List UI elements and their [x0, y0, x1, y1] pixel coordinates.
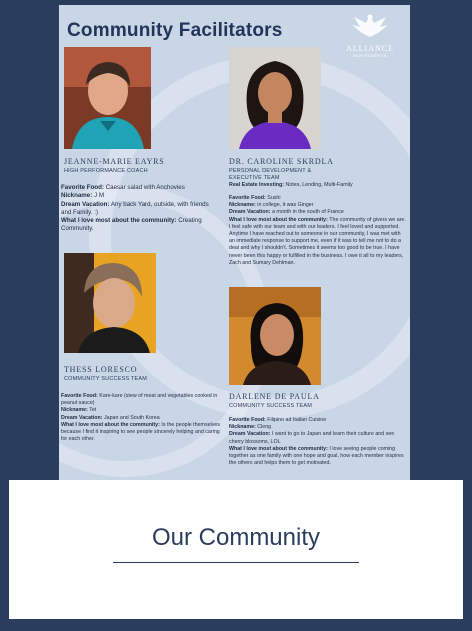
- alliance-logo: ALLIANCE INVESTMENTS: [340, 11, 400, 67]
- facilitator-name: THESS LORESCO: [64, 365, 138, 374]
- facilitator-photo-4: [229, 287, 321, 385]
- flyer-title: Community Facilitators: [67, 20, 283, 41]
- facilitator-name: DARLENE DE PAULA: [229, 392, 320, 401]
- facilitator-photo-3: [64, 253, 156, 353]
- facilitator-photo-1: [64, 47, 151, 149]
- facilitator-details: Favorite Food: Caesar salad with Anchovies Nickname: J M Dream Vacation: Any back Yard, outside, with friends and Family. :) What I love most about the community: Creating Community.: [61, 184, 209, 233]
- facilitator-role: COMMUNITY SUCCESS TEAM: [64, 376, 148, 382]
- community-section: [9, 480, 463, 619]
- facilitator-name: DR. CAROLINE SKRDLA: [229, 157, 334, 166]
- facilitator-details: Favorite Food: Sushi Nickname: in college, it was Ginger Dream Vacation: a month in the south of France What I love most about the community: The community of givers we are. I feel safe with our team and with our leaders. I feel loved and supported. Anytime I have reached out to someone in our community, I was met with an immediate response to support me, even if it was to tell me not to do a deal and why I shouldn't. Sometimes it seems too good to be true. I have never been this happy or fulfilled in the business. I owe it all to my leaders, Zach and Sumary Dehlman.: [229, 195, 406, 266]
- facilitator-role: COMMUNITY SUCCESS TEAM: [229, 403, 313, 409]
- facilitators-flyer: [59, 5, 410, 480]
- facilitator-role: PERSONAL DEVELOPMENT & EXECUTIVE TEAM: [229, 168, 312, 181]
- facilitator-details: Favorite Food: Kare-kare (stew of meat and vegetables cooked in peanut sauce) Nickname: Tet Dream Vacation: Japan and South Korea What I love most about the community: Is the people themselves because I find it inspiring to see people sincerely helping and caring for each other.: [61, 393, 220, 443]
- facilitator-details: Favorite Food: Filipino ad Italian Cuisine Nickname: Cleng Dream Vacation: I want to go to Japan and learn their culture and see cherry blossoms, LOL What I love most about the community: I love seeing people coming together as one family with one hope and goal, how each member inspires the others and helps them to get motivated.: [229, 417, 404, 467]
- facilitator-role: HIGH PERFORMANCE COACH: [64, 168, 148, 174]
- section-heading: Our Community: [151, 524, 321, 551]
- facilitator-name: JEANNE-MARIE EAYRS: [64, 157, 165, 166]
- facilitator-photo-2: [229, 47, 321, 149]
- eagle-icon: [350, 11, 390, 39]
- facilitator-extra: Real Estate Investing: Notes, Lending, Multi-Family: [229, 182, 353, 188]
- heading-underline: [113, 562, 359, 563]
